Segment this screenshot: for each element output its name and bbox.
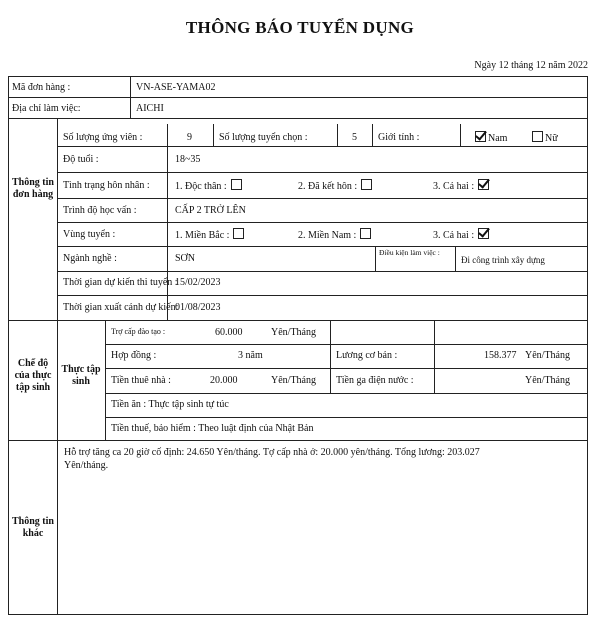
region-south-option[interactable]: [298, 228, 371, 242]
departure-date-value: 01/08/2023: [175, 302, 221, 313]
utilities-label: Tiền ga điện nước :: [336, 375, 414, 386]
marital-single-option[interactable]: [175, 179, 242, 193]
tax-insurance-text: Tiền thuế, bảo hiểm : Theo luật định của Nhật Bản: [111, 423, 314, 434]
gender-female-label: Nữ: [545, 133, 558, 144]
marital-label: Tình trạng hôn nhân :: [63, 180, 150, 191]
candidates-value: 9: [187, 132, 192, 143]
food-cost-text: Tiền ăn : Thực tập sinh tự túc: [111, 399, 229, 410]
marital-married-checkbox[interactable]: [361, 179, 372, 190]
departure-date-label: Thời gian xuất cảnh dự kiến:: [63, 302, 179, 313]
document-date: Ngày 12 tháng 12 năm 2022: [474, 60, 588, 71]
intern-benefits-section-title: Chế độ của thực tập sinh: [14, 358, 52, 393]
order-code-label: Mã đơn hàng :: [12, 82, 71, 93]
candidates-label: Số lượng ứng viên :: [63, 132, 143, 143]
education-label: Trình độ học vấn :: [63, 205, 137, 216]
marital-both-checkbox[interactable]: [478, 179, 489, 190]
job-label: Ngành nghề :: [63, 253, 117, 264]
base-salary-value: 158.377: [484, 350, 517, 361]
gender-label: Giới tính :: [378, 132, 420, 143]
gender-male-checkbox[interactable]: [475, 131, 486, 142]
region-south-label: 2. Miền Nam :: [298, 230, 357, 241]
training-allowance-value: 60.000: [215, 327, 243, 338]
rent-unit: Yên/Tháng: [271, 375, 316, 386]
marital-single-checkbox[interactable]: [231, 179, 242, 190]
job-value: SƠN: [175, 253, 196, 264]
age-value: 18~35: [175, 154, 201, 165]
marital-married-option[interactable]: [298, 179, 372, 193]
selected-count-value: 5: [352, 132, 357, 143]
gender-female-option[interactable]: [532, 131, 558, 145]
region-north-option[interactable]: [175, 228, 244, 242]
gender-male-option[interactable]: [475, 131, 507, 145]
training-allowance-label: Trợ cấp đào tạo :: [111, 327, 166, 336]
region-north-checkbox[interactable]: [233, 228, 244, 239]
other-info-text: Hỗ trợ tăng ca 20 giờ cố định: 24.650 Yên/tháng. Tợ cấp nhà ở: 20.000 yên/tháng. Tổng lương: 203.027 Yên/tháng.: [64, 447, 480, 471]
work-address-label: Địa chỉ làm việc:: [12, 103, 81, 114]
education-value: CẤP 2 TRỞ LÊN: [175, 205, 246, 216]
order-code-value: VN-ASE-YAMA02: [136, 82, 216, 93]
utilities-unit: Yên/Tháng: [525, 375, 570, 386]
gender-female-checkbox[interactable]: [532, 131, 543, 142]
rent-label: Tiền thuê nhà :: [111, 375, 171, 386]
page-title: THÔNG BÁO TUYỂN DỤNG: [185, 18, 415, 37]
region-both-option[interactable]: [433, 228, 489, 242]
base-salary-label: Lương cơ bản :: [336, 350, 398, 361]
work-address-value: AICHI: [136, 103, 164, 114]
other-info-section-title: Thông tin khác: [12, 516, 54, 539]
contract-value: 3 năm: [238, 350, 263, 361]
marital-single-label: 1. Độc thân :: [175, 181, 227, 192]
region-south-checkbox[interactable]: [360, 228, 371, 239]
rent-value: 20.000: [210, 375, 238, 386]
training-allowance-unit: Yên/Tháng: [271, 327, 316, 338]
contract-label: Hợp đồng :: [111, 350, 157, 361]
intern-subsection-title: Thực tập sinh: [61, 364, 101, 387]
age-label: Độ tuổi :: [63, 154, 99, 165]
exam-date-label: Thời gian dự kiến thi tuyển :: [63, 277, 178, 288]
marital-both-option[interactable]: [433, 179, 489, 193]
work-condition-label: Điều kiện làm việc :: [379, 248, 440, 257]
exam-date-value: 15/02/2023: [175, 277, 221, 288]
region-north-label: 1. Miền Bắc :: [175, 230, 230, 241]
marital-married-label: 2. Đã kết hôn :: [298, 181, 358, 192]
region-label: Vùng tuyển :: [63, 229, 116, 240]
selected-count-label: Số lượng tuyển chọn :: [219, 132, 308, 143]
base-salary-unit: Yên/Tháng: [525, 350, 570, 361]
region-both-checkbox[interactable]: [478, 228, 489, 239]
work-condition-value: Đi công trình xây dựng: [461, 255, 545, 265]
region-both-label: 3. Cả hai :: [433, 230, 475, 241]
order-info-section-title: Thông tin đơn hàng: [12, 177, 54, 200]
gender-male-label: Nam: [488, 133, 508, 144]
marital-both-label: 3. Cả hai :: [433, 181, 475, 192]
